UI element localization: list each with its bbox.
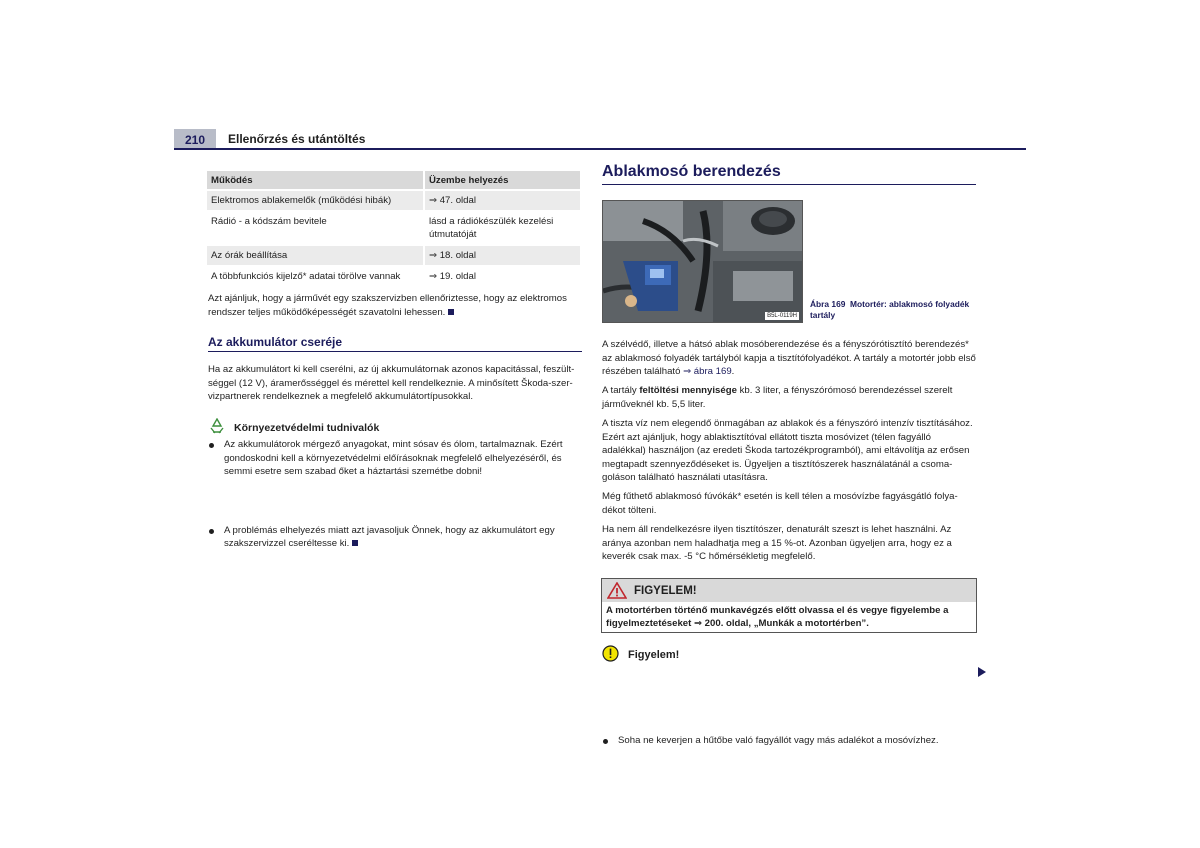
- washer-p1-text: A szélvédő, illetve a hátsó ablak mosóberendezése és a fényszórótisztító berendezés* az ablakmosó folyadék tartályból kapja a tisztítófolyadékot. A tartály a motortér jobb első részében található: [602, 339, 976, 378]
- table-cell: Az órák beállítása: [207, 245, 424, 266]
- caution-bullet: Soha ne keverjen a hűtőbe való fagyállót vagy más adalékot a mosóvízhez.: [602, 734, 992, 748]
- battery-heading-rule: [208, 351, 582, 352]
- table-cell: ⇒ 19. oldal: [424, 266, 581, 286]
- electrical-intro-text: Azt ajánljuk, hogy a járművét egy szakszervizben ellenőriztesse, hogy az elektromos rendszer teljes működőképességét szavatolni lehessen.: [208, 293, 567, 318]
- battery-heading: Az akkumulátor cseréje: [208, 335, 343, 349]
- table-cell: A többfunkciós kijelző* adatai törölve vannak: [207, 266, 424, 286]
- table-row: [207, 211, 581, 245]
- washer-heading: Ablakmosó berendezés: [602, 163, 781, 180]
- washer-paragraph-5: Ha nem áll rendelkezésre ilyen tisztítószer, denaturált szeszt is lehet használni. Az aránya azonban nem haladhatja meg a 15 %-ot. Azonban ügyeljen arra, hogy ez a keverék csak max. -5 °C hőmérsékletig megfelelő.: [602, 524, 952, 563]
- table-cell: ⇒ 18. oldal: [424, 245, 581, 266]
- warning-header: [602, 579, 976, 602]
- capacity-label: feltöltési mennyisége: [639, 385, 737, 396]
- header-rule: [174, 148, 1026, 150]
- table-cell: ⇒ 47. oldal: [424, 190, 581, 211]
- caution-title: Figyelem!: [628, 649, 680, 661]
- warning-triangle-icon: [607, 582, 627, 599]
- caption-text: Motortér: ablakmosó folyadék tartály: [810, 299, 970, 320]
- washer-paragraph-1: A szélvédő, illetve a hátsó ablak mosóberendezése és a fényszórótisztító berendezés* az ablakmosó folyadék tartályból kapja a tisztítófolyadékot. A tartály a motortér jobb első részében található ⇒ ábra 169.: [602, 339, 976, 378]
- washer-heading-rule: [602, 184, 976, 185]
- page-number: 210: [174, 129, 216, 149]
- next-page-arrow-icon: [978, 667, 986, 677]
- electrical-intro-paragraph: [208, 292, 582, 319]
- table-header-cell: Üzembe helyezés: [424, 171, 581, 190]
- washer-paragraph-2: [602, 384, 976, 411]
- battery-paragraph: Ha az akkumulátort ki kell cserélni, az új akkumulátornak azonos kapacitással, feszült-séggel (12 V), áramerősséggel és mérettel kell rendelkeznie. A minősített Škoda-szer-vizpartnerek rendelkeznek a megfelelő akkumulátortípusokkal.: [208, 364, 575, 403]
- warning-text: A motortérben történő munkavégzés előtt olvassa el és vegye figyelembe a figyelmeztetéseket ⇒ 200. oldal, „Munkák a motortérben”.: [606, 605, 949, 629]
- recycling-icon: [208, 418, 226, 434]
- washer-p2-text-a: A tartály: [602, 385, 637, 396]
- washer-p2-text-b: kb. 3 liter, a fényszórómosó berendezéssel szerelt járműveknél kb. 5,5 liter.: [602, 385, 953, 410]
- env-heading: Környezetvédelmi tudnivalók: [234, 422, 380, 434]
- figure-reference-link[interactable]: ⇒ ábra 169: [683, 366, 732, 378]
- table-cell: Rádió - a kódszám bevitele: [207, 211, 424, 245]
- env-bullet-1: Az akkumulátorok mérgező anyagokat, mint sósav és ólom, tartalmaznak. Ezért gondoskodni kell a környezetvédelmi előírásoknak megfelelő elhelyezéséről, és semmi esetre sem szabad őket a háztartási szemétbe dobni!: [208, 438, 582, 479]
- caption-label: Ábra 169: [810, 299, 846, 309]
- page-header-title: Ellenőrzés és utántöltés: [228, 132, 366, 146]
- figure-code: B5L-0119H: [767, 313, 797, 319]
- caution-icon: [602, 645, 619, 662]
- table-row: [207, 190, 581, 211]
- engine-bay-illustration: [603, 201, 802, 322]
- table-cell: lásd a rádiókészülék kezelési útmutatóját: [424, 211, 581, 245]
- engine-bay-figure: [602, 200, 803, 323]
- table-header-cell: Működés: [207, 171, 424, 190]
- table-header-row: [207, 171, 581, 190]
- function-table: [207, 171, 582, 286]
- washer-paragraph-3: A tiszta víz nem elegendő önmagában az ablakok és a fényszóró intenzív tisztításához. Ezért azt ajánljuk, hogy ablaktisztítóval ellátott tiszta mosóvizet (télen fagyálló adalékkal) használjon (az eredeti Škoda tartozékprogramból), ami eltávolítja az erősen megtapadt szennyeződéseket is. Ügyeljen a tisztítószerek használatánál a csoma-goláson található használati utasításra.: [602, 418, 973, 484]
- table-cell: Elektromos ablakemelők (működési hibák): [207, 190, 424, 211]
- washer-paragraph-4: Még fűthető ablakmosó fúvókák* esetén is kell télen a mosóvízbe fagyásgátló folya-dékot tölteni.: [602, 491, 958, 516]
- end-of-section-icon: [448, 309, 454, 315]
- env-bullet-2: [208, 524, 582, 551]
- warning-title: FIGYELEM!: [634, 585, 697, 597]
- end-of-section-icon: [352, 540, 358, 546]
- table-row: [207, 245, 581, 266]
- env-bullet-2-text: A problémás elhelyezés miatt azt javasoljuk Önnek, hogy az akkumulátort egy szakszervizzel cseréltesse ki.: [224, 524, 555, 550]
- warning-box: [601, 578, 977, 633]
- figure-caption: [810, 299, 982, 321]
- table-row: [207, 266, 581, 286]
